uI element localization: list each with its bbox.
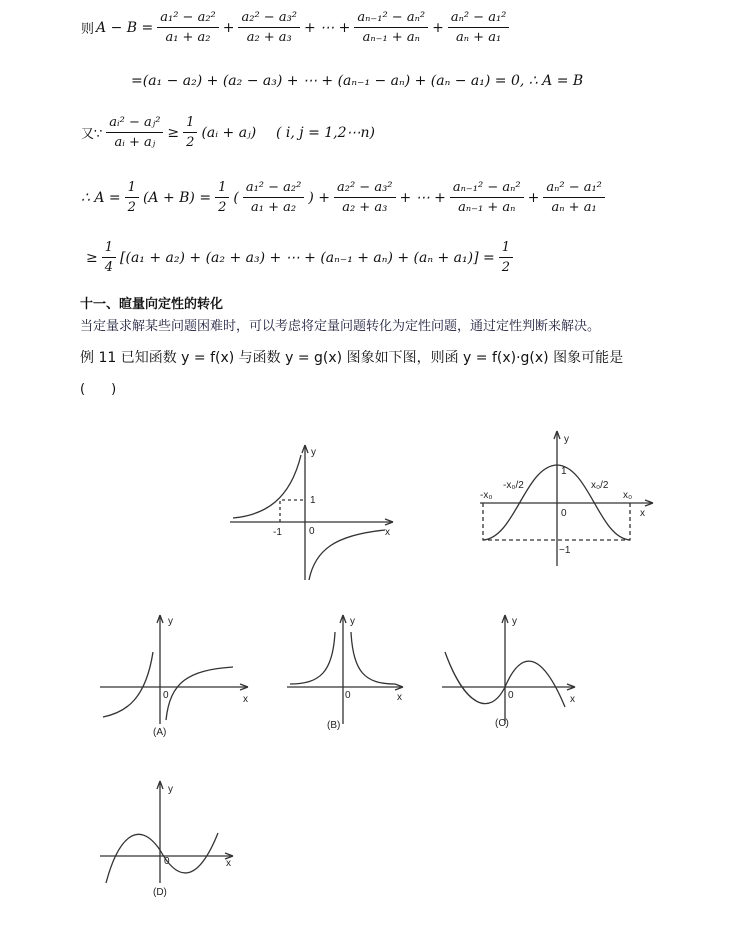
graph-label: x [385, 527, 390, 538]
graph-label: 1 [310, 495, 316, 506]
graph-label: −1 [559, 545, 571, 556]
graph-label: x [397, 692, 402, 703]
math-line [80, 180, 608, 215]
math-text: (aᵢ + aⱼ) [201, 124, 257, 141]
denominator: aᵢ + aⱼ [114, 135, 156, 150]
option-a-graph[interactable] [98, 612, 258, 740]
graph-label: -1 [273, 527, 282, 538]
math-text: + [527, 189, 540, 206]
graph-label: y [564, 434, 569, 445]
option-c-graph[interactable] [440, 612, 585, 740]
answer-paren: ( ) [80, 382, 117, 397]
denominator: 2 [186, 135, 195, 150]
graph-label: x [570, 694, 575, 705]
numerator: a₂² − a₃² [238, 10, 300, 28]
example-text: 例 11 已知函数 y = f(x) 与函数 y = g(x) 图象如下图，则函 y = f(x)·g(x) 图象可能是 [80, 350, 624, 366]
fraction [499, 240, 513, 275]
math-text: 又∵ [81, 127, 103, 142]
denominator: aₙ₋₁ + aₙ [362, 30, 420, 45]
numerator: a₂² − a₃² [334, 180, 396, 198]
math-text: =(a₁ − a₂) + (a₂ − a₃) + ⋯ + (aₙ₋₁ − aₙ) + (aₙ − a₁) = 0, ∴ A = B [131, 73, 584, 89]
math-text: + ⋯ + [304, 19, 351, 36]
numerator: aₙ² − a₁² [543, 180, 605, 198]
fraction [334, 180, 396, 215]
math-text: 则 [81, 22, 95, 37]
math-text: A − B = [96, 19, 154, 36]
numerator: aₙ₋₁² − aₙ² [450, 180, 524, 198]
graph-label: 0 [345, 690, 351, 701]
graph-label: x₀ [623, 490, 633, 501]
math-line [80, 115, 376, 150]
option-b-graph[interactable] [285, 612, 415, 740]
denominator: a₁ + a₂ [251, 200, 297, 215]
denominator: 2 [127, 200, 136, 215]
math-text: ∴ A = [81, 189, 121, 206]
graph-label: (B) [327, 720, 341, 731]
math-text: + [432, 19, 444, 36]
fraction [125, 180, 139, 215]
math-line [85, 240, 516, 275]
denominator: 2 [501, 260, 511, 275]
graph-label: x [243, 694, 248, 705]
fraction [183, 115, 197, 150]
section-heading: 十一、暄量向定性的转化 [80, 297, 224, 312]
math-text: + [222, 19, 235, 36]
numerator: 1 [499, 240, 513, 258]
numerator: aₙ₋₁² − aₙ² [354, 10, 428, 28]
graph-label: y [168, 616, 173, 627]
math-line [80, 10, 512, 45]
graph-label: x [226, 858, 231, 869]
numerator: aᵢ² − aⱼ² [106, 115, 163, 133]
graph-label: 1 [561, 466, 567, 477]
graph-label: -x₀/2 [503, 480, 524, 491]
graph-label: 0 [561, 508, 567, 519]
graph-label: 0 [508, 690, 514, 701]
numerator: 1 [125, 180, 139, 198]
math-text: + ⋯ + [399, 189, 446, 206]
math-text: [(a₁ + a₂) + (a₂ + a₃) + ⋯ + (aₙ₋₁ + aₙ) + (aₙ + a₁)] = [120, 249, 495, 266]
denominator: a₂ + a₃ [246, 30, 292, 45]
math-text: ( i, j = 1,2⋯n) [258, 124, 376, 141]
fraction [102, 240, 116, 275]
denominator: 4 [104, 260, 114, 275]
math-text: (A + B) = [142, 189, 212, 206]
fraction [543, 180, 605, 215]
math-text: ≥ [167, 124, 180, 141]
graph-label: 0 [309, 526, 315, 537]
numerator: 1 [215, 180, 229, 198]
fraction [215, 180, 229, 215]
math-line [130, 73, 584, 89]
graph-label: y [350, 616, 355, 627]
fraction [354, 10, 428, 45]
numerator: 1 [102, 240, 116, 258]
denominator: a₁ + a₂ [165, 30, 211, 45]
graph-label: (C) [495, 718, 509, 729]
math-text: ( [233, 189, 239, 206]
fraction [238, 10, 300, 45]
numerator: aₙ² − a₁² [448, 10, 510, 28]
math-text: ) + [308, 189, 330, 206]
option-d-graph[interactable] [98, 778, 243, 903]
graph-label: (D) [153, 887, 167, 898]
graph-label: y [168, 784, 173, 795]
denominator: aₙ₋₁ + aₙ [458, 200, 516, 215]
graph-label: y [512, 616, 517, 627]
graph-g [475, 428, 665, 568]
graph-label: -x₀ [480, 490, 493, 501]
numerator: a₁² − a₂² [243, 180, 305, 198]
fraction [450, 180, 524, 215]
graph-label: 0 [164, 856, 170, 867]
numerator: 1 [183, 115, 197, 133]
math-text: ≥ [86, 249, 98, 266]
numerator: a₁² − a₂² [157, 10, 219, 28]
denominator: aₙ + a₁ [551, 200, 597, 215]
fraction [106, 115, 163, 150]
graph-label: (A) [153, 727, 167, 738]
graph-label: x₀/2 [591, 480, 609, 491]
graph-label: x [640, 508, 645, 519]
denominator: 2 [218, 200, 227, 215]
fraction [157, 10, 219, 45]
denominator: a₂ + a₃ [342, 200, 388, 215]
fraction [243, 180, 305, 215]
graph-label: 0 [163, 690, 169, 701]
graph-label: y [311, 447, 316, 458]
graph-f [225, 440, 400, 585]
fraction [448, 10, 510, 45]
denominator: aₙ + a₁ [456, 30, 502, 45]
intro-text: 当定量求解某些问题困难时，可以考虑将定量问题转化为定性问题，通过定性判断来解决。 [80, 319, 601, 334]
